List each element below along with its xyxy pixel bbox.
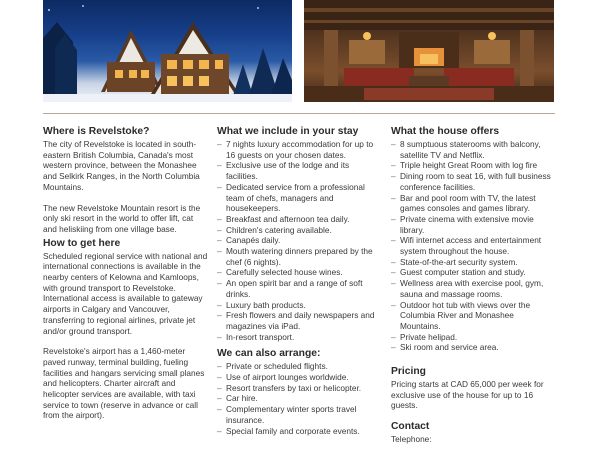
list-item: – Carefully selected house wines. [217,267,377,278]
list-item: – Wifi internet access and entertainment system throughout the house. [391,235,555,256]
list-item: – An open spirit bar and a range of soft drinks. [217,278,377,299]
list-item: – Car hire. [217,393,377,404]
getting-here-paragraph-2: Revelstoke's airport has a 1,460-meter paved runway, terminal building, fueling facilities and hangars servicing small planes and helicopters. Charter aircraft and helicopter services are available, with taxi service to town (reserve in advance or call from the airport). [43,346,205,421]
heading-what-the-house-offers: What the house offers [391,126,500,137]
list-item: – Dining room to seat 16, with full business conference facilities. [391,171,555,192]
heading-we-can-also-arrange: We can also arrange: [217,348,321,360]
inclusions-list [217,139,377,342]
contact-phone-label: Telephone: [391,434,432,445]
section-divider [43,113,555,114]
lodge-exterior-photo [43,0,292,102]
list-item: – Complementary winter sports travel insurance. [217,404,377,425]
list-item: – Breakfast and afternoon tea daily. [217,214,377,225]
arrangements-list [217,361,377,436]
list-item: – Private or scheduled flights. [217,361,377,372]
list-item: – Triple height Great Room with log fire [391,160,555,171]
column-location [43,126,208,431]
list-item: – Outdoor hot tub with views over the Columbia River and Monashee Mountains. [391,300,555,332]
column-inclusions [217,126,377,442]
list-item: – Fresh flowers and daily newspapers and magazines via iPad. [217,310,377,331]
column-house-features [391,126,555,455]
heading-how-to-get-here: How to get here [43,237,121,249]
heading-what-we-include: What we include in your stay [217,126,359,137]
list-item: – Private cinema with extensive movie library. [391,214,555,235]
list-item: – Ski room and service area. [391,342,555,353]
list-item: – Dedicated service from a professional team of chefs, managers and housekeepers. [217,182,377,214]
list-item: – Canapés daily. [217,235,377,246]
heading-contact: Contact [391,421,430,433]
heading-pricing: Pricing [391,366,426,378]
list-item: – 8 sumptuous staterooms with balcony, satellite TV and Netflix. [391,139,555,160]
house-features-list [391,139,555,353]
list-item: – Special family and corporate events. [217,426,377,437]
getting-here-paragraph-1: Scheduled regional service with national and international connections is available in the nearby centers of Kelowna and Kamloops, with ground transport to Revelstoke. International access is available to gateway airports in Calgary and Vancouver, transferring to regional airlines, private jet and/or ground transport. [43,250,208,336]
list-item: – Children's catering available. [217,225,377,236]
pricing-text: Pricing starts at CAD 65,000 per week for exclusive use of the house for up to 16 guests. [391,379,544,411]
where-paragraph-2: The new Revelstoke Mountain resort is the only ski resort in the world to offer lift, cat and heliskiing from one village base. [43,202,201,234]
list-item: – Guest computer station and study. [391,267,555,278]
list-item: – State-of-the-art security system. [391,257,555,268]
great-room-illustration [304,0,554,102]
lodge-exterior-illustration [43,0,292,102]
list-item: – Luxury bath products. [217,300,377,311]
list-item: – Mouth watering dinners prepared by the chef (6 nights). [217,246,377,267]
heading-where-is-revelstoke: Where is Revelstoke? [43,126,150,137]
where-paragraph-1: The city of Revelstoke is located in south-eastern British Columbia, Canada's most western province, between the Monashee and Selkirk Ranges, in the North Columbia Mountains. [43,139,200,192]
list-item: – Exclusive use of the lodge and its facilities. [217,160,377,181]
list-item: – Bar and pool room with TV, the latest games consoles and games library. [391,193,555,214]
list-item: – Resort transfers by taxi or helicopter. [217,383,377,394]
list-item: – Wellness area with exercise pool, gym, sauna and massage rooms. [391,278,555,299]
list-item: – Use of airport lounges worldwide. [217,372,377,383]
list-item: – Private helipad. [391,332,555,343]
great-room-interior-photo [304,0,554,102]
list-item: – 7 nights luxury accommodation for up to 16 guests on your chosen dates. [217,139,377,160]
list-item: – In-resort transport. [217,332,377,343]
